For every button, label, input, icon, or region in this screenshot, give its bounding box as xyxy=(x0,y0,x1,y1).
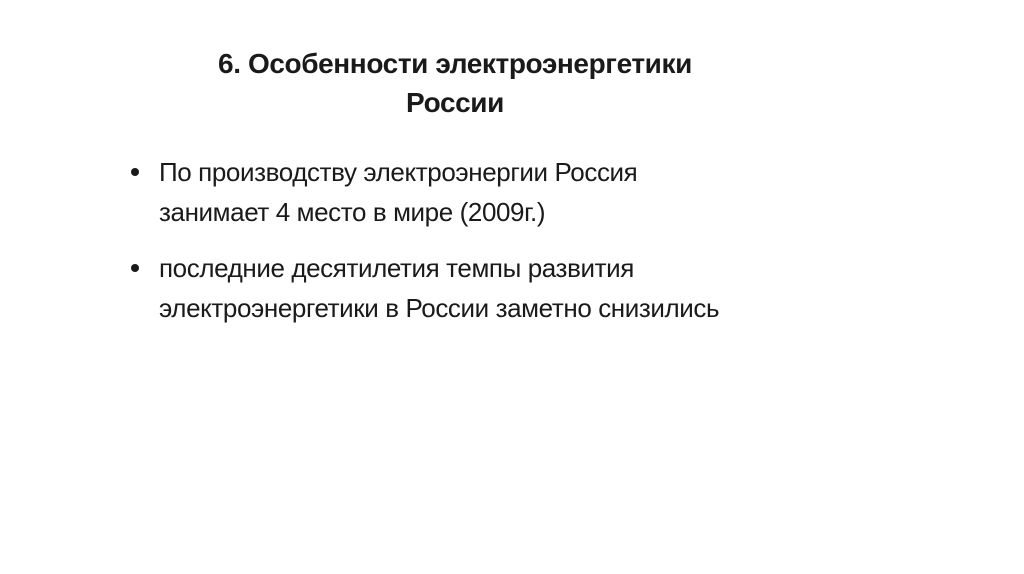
slide-title xyxy=(118,44,792,122)
bullet-list xyxy=(128,152,728,344)
slide-title-line-2: России xyxy=(406,87,504,118)
bullet-item: По производству электроэнергии Россия занимает 4 место в мире (2009г.) xyxy=(128,152,728,232)
bullet-item: последние десятилетия темпы развития электроэнергетики в России заметно снизились xyxy=(128,248,728,328)
slide-title-line-1: 6. Особенности электроэнергетики xyxy=(218,48,692,79)
